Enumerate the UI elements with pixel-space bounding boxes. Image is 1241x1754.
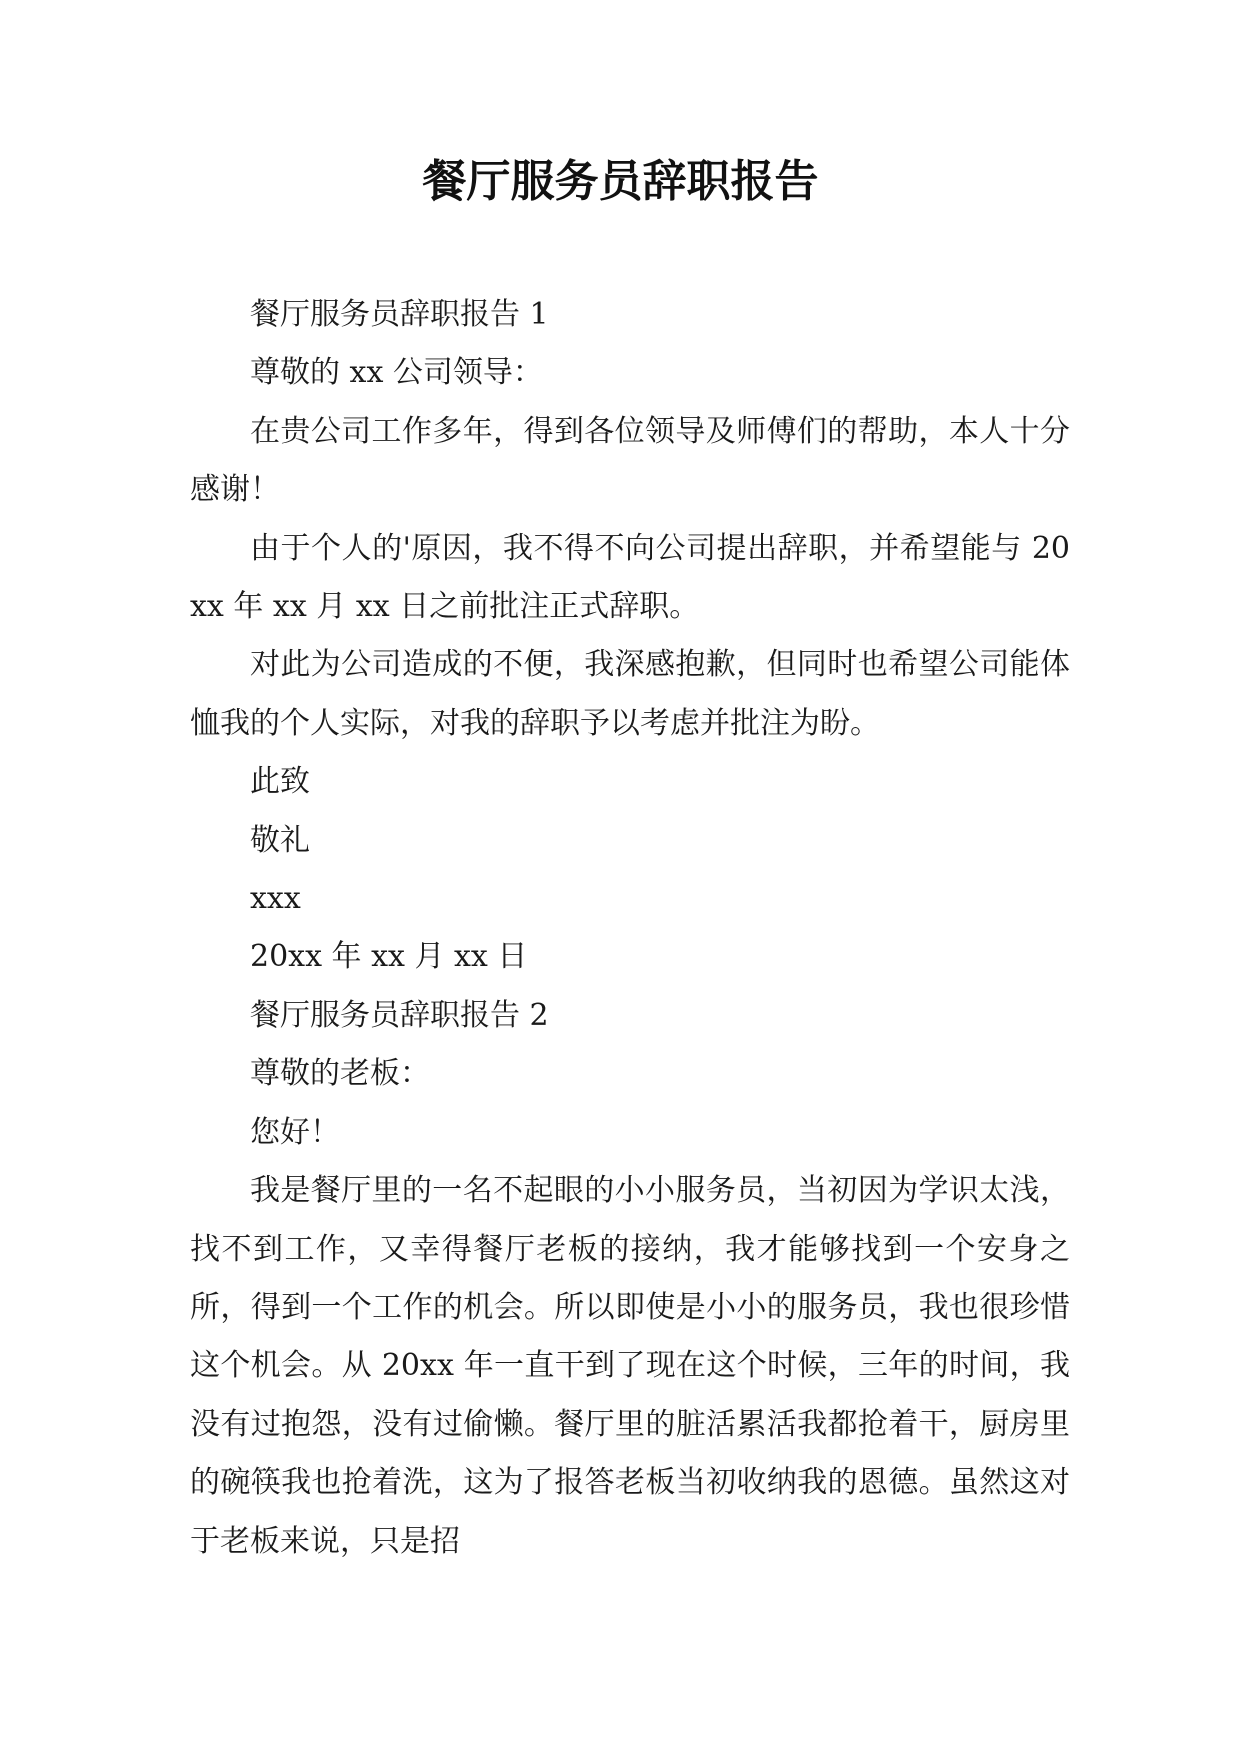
signature-name: xxx — [250, 881, 301, 917]
closing-line: 敬礼 — [250, 822, 310, 858]
body-paragraph: 我是餐厅里的一名不起眼的小小服务员，当初因为学识太浅，找不到工作，又幸得餐厅老板的接纳，我才能够找到一个安身之所，得到一个工作的机会。所以即使是小小的服务员，我也很珍惜这个机会。从 20xx 年一直干到了现在这个时候，三年的时间，我没有过抱怨，没有过偷懒。餐厅里的脏活累活我都抢着干，厨房里的碗筷我也抢着洗，这为了报答老板当初收纳我的恩德。虽然这对于老板来说，只是招 — [190, 1173, 1070, 1559]
greeting: 您好！ — [250, 1114, 340, 1150]
signature-date: 20xx 年 xx 月 xx 日 — [250, 939, 528, 975]
body-paragraph: 在贵公司工作多年，得到各位领导及师傅们的帮助，本人十分感谢！ — [190, 413, 1070, 508]
salutation-1: 尊敬的 xx 公司领导： — [250, 355, 543, 391]
section-heading-1: 餐厅服务员辞职报告 1 — [250, 297, 549, 332]
closing-line: 此致 — [250, 764, 310, 800]
section-heading-2: 餐厅服务员辞职报告 2 — [250, 997, 549, 1033]
document-body — [190, 286, 1070, 1571]
body-paragraph: 对此为公司造成的不便，我深感抱歉，但同时也希望公司能体恤我的个人实际，对我的辞职予以考虑并批注为盼。 — [190, 647, 1070, 741]
body-paragraph: 由于个人的'原因，我不得不向公司提出辞职，并希望能与 20xx 年 xx 月 xx 日之前批注正式辞职。 — [190, 530, 1070, 625]
document-title: 餐厅服务员辞职报告 — [422, 156, 819, 207]
salutation-2: 尊敬的老板： — [250, 1056, 430, 1092]
